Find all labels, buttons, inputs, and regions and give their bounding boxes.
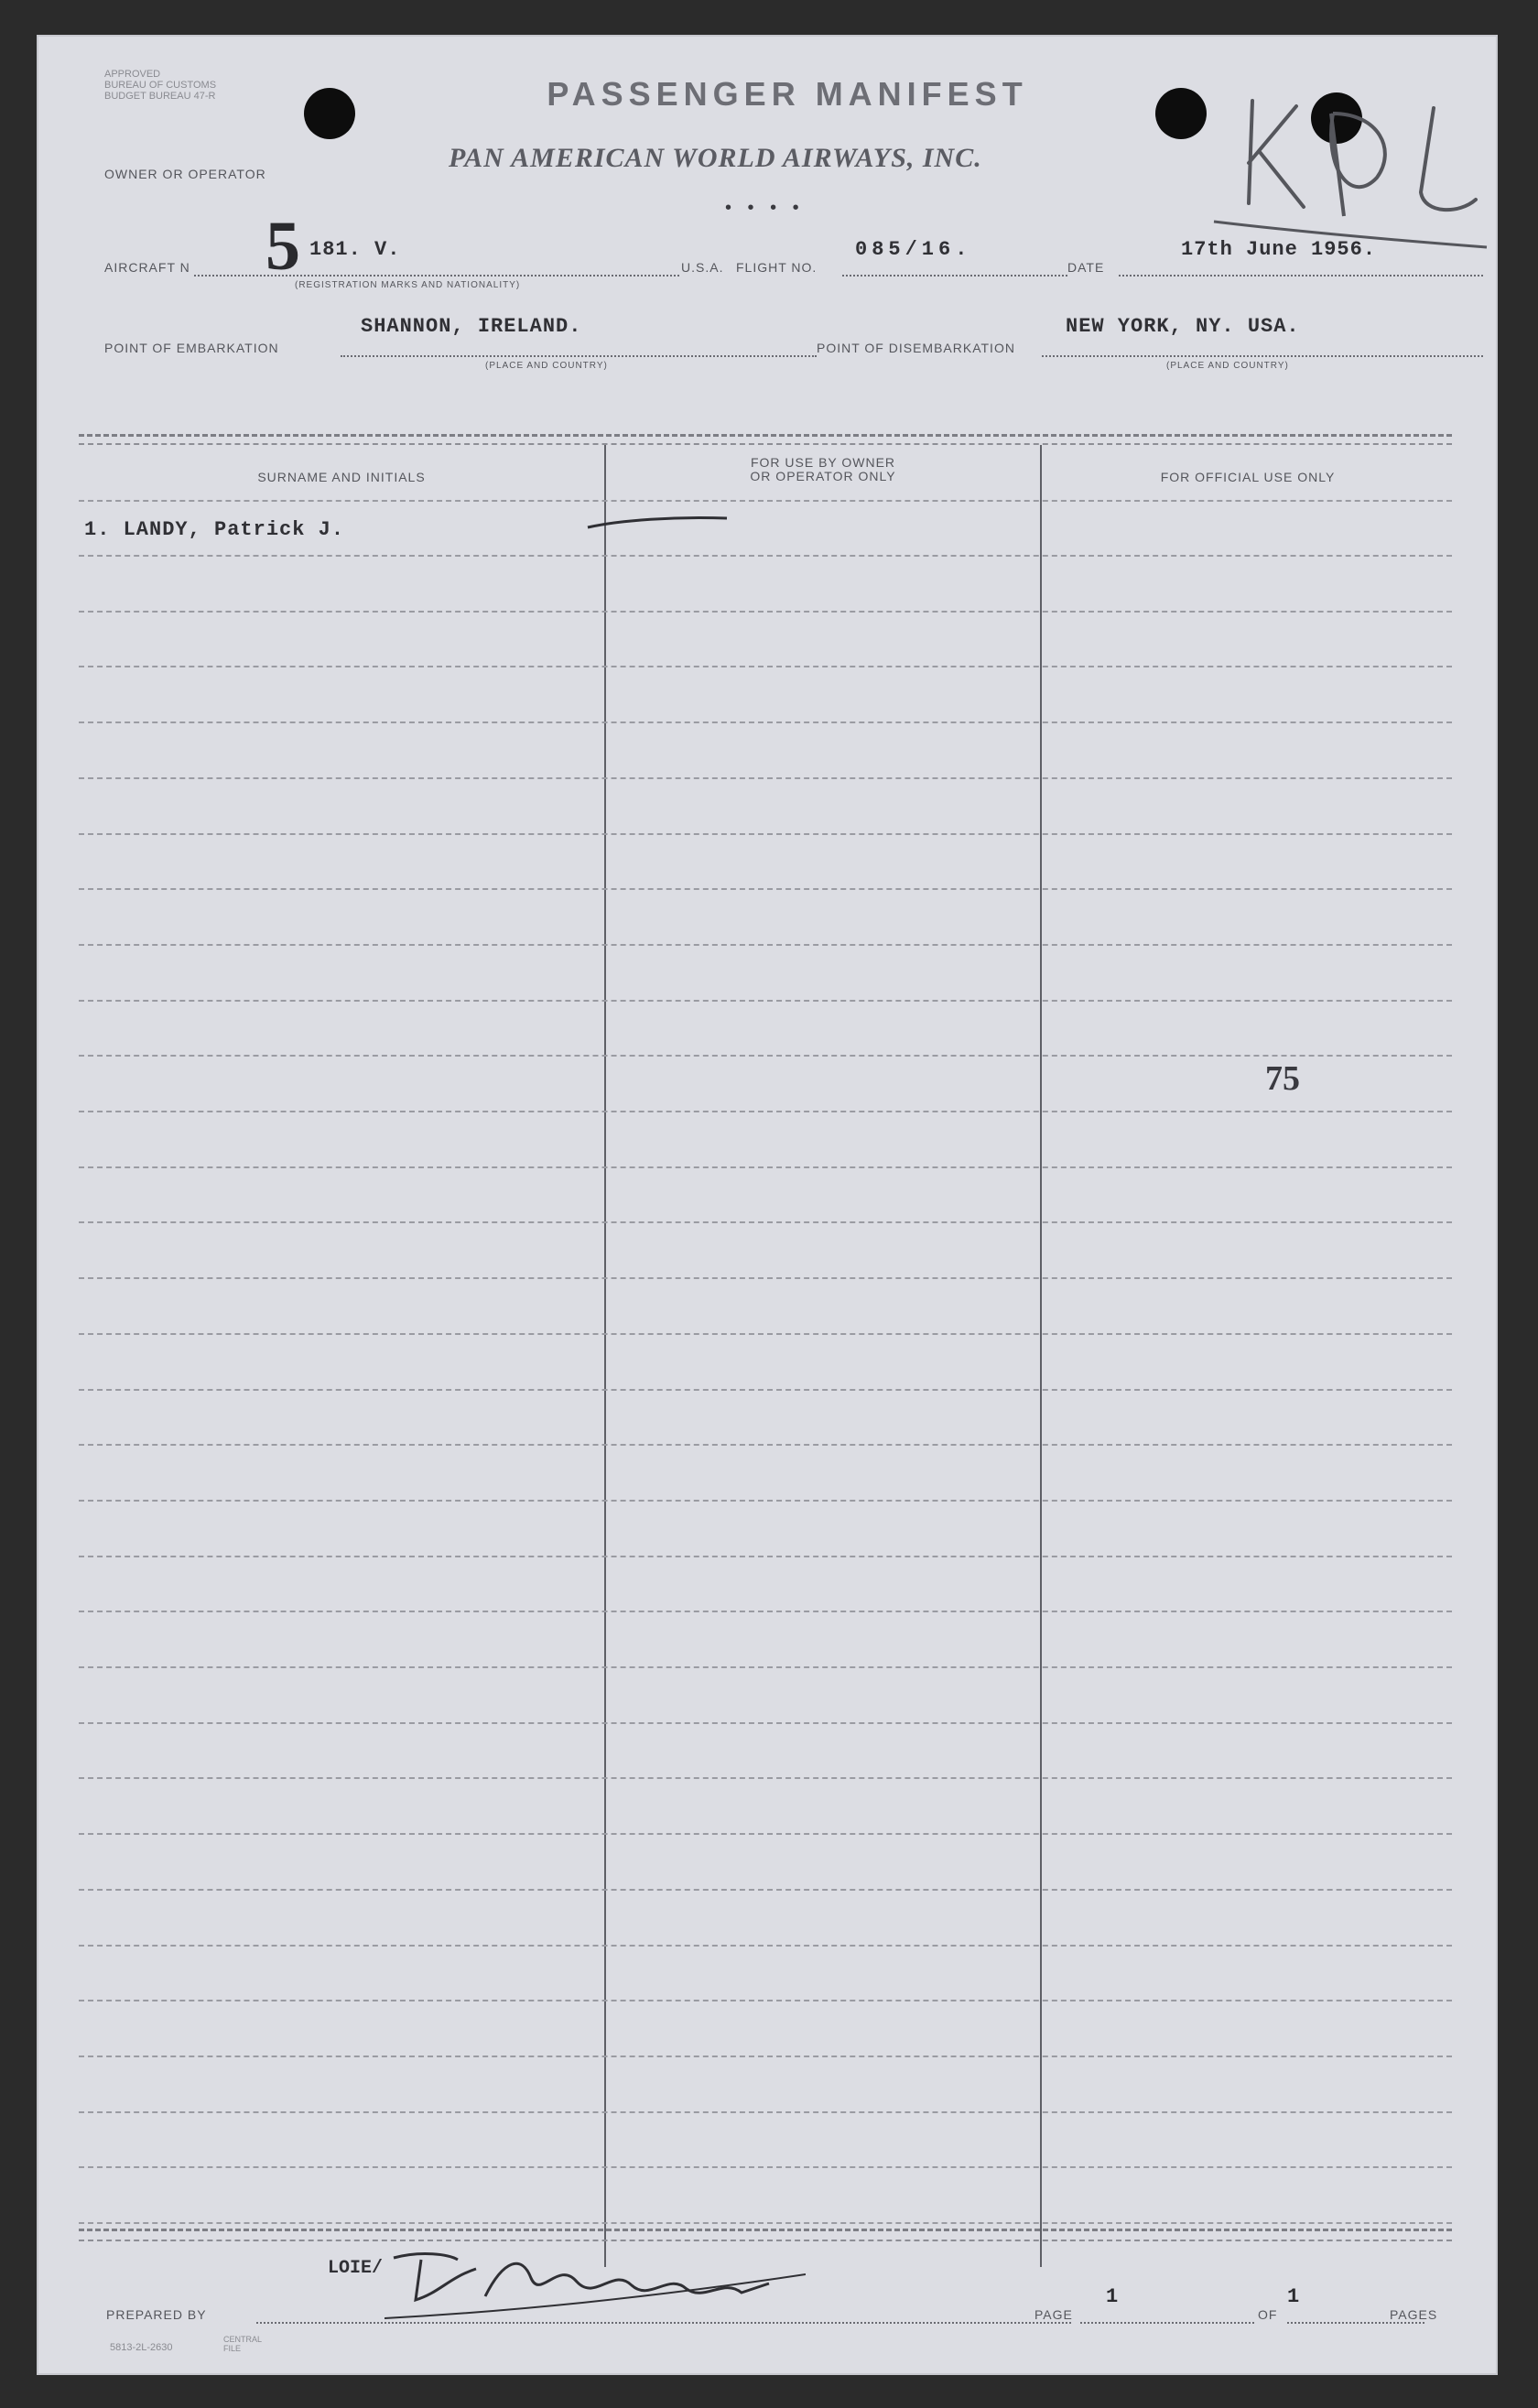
- official-note: 75: [1265, 1059, 1300, 1098]
- column-divider-2: [1040, 445, 1042, 2267]
- country-label: U.S.A.: [681, 260, 724, 275]
- row-rule: [79, 2111, 1452, 2113]
- column-header-owner-use-line2: OR OPERATOR ONLY: [750, 469, 896, 483]
- manifest-page: [37, 35, 1498, 2375]
- row-rule: [79, 2222, 1452, 2224]
- table-top-rule-2: [79, 443, 1452, 445]
- total-pages: 1: [1287, 2285, 1300, 2308]
- flight-underline: [842, 275, 1067, 277]
- aircraft-registration: 181. V.: [309, 238, 401, 261]
- owner-label: OWNER OR OPERATOR: [104, 167, 266, 181]
- central-file-stamp: [223, 2335, 262, 2353]
- column-header-owner-use: [606, 456, 1040, 483]
- row-rule: [79, 611, 1452, 613]
- flight-number: 085/16.: [855, 238, 972, 261]
- central-file-stamp-line2: FILE: [223, 2344, 242, 2353]
- row-rule: [79, 555, 1452, 557]
- row-rule: [79, 777, 1452, 779]
- flight-date: 17th June 1956.: [1181, 238, 1377, 261]
- approval-stamp-line2: BUREAU OF CUSTOMS: [104, 80, 217, 91]
- of-label: OF: [1258, 2307, 1278, 2322]
- date-label: DATE: [1067, 260, 1105, 275]
- row-rule: [79, 944, 1452, 946]
- row-rule: [79, 833, 1452, 835]
- row-rule: [79, 666, 1452, 667]
- row-rule: [79, 1444, 1452, 1446]
- header-bottom-rule: [79, 500, 1452, 502]
- disembarkation-underline: [1042, 355, 1483, 357]
- row-rule: [79, 1889, 1452, 1891]
- row-rule: [79, 721, 1452, 723]
- approval-stamp: [104, 69, 216, 102]
- row-rule: [79, 1277, 1452, 1279]
- row-rule: [79, 1389, 1452, 1391]
- page-underline: [1080, 2322, 1254, 2324]
- embarkation-underline: [341, 355, 817, 357]
- prepared-underline: [256, 2322, 1071, 2324]
- pages-label: PAGES: [1390, 2307, 1438, 2322]
- row-rule: [79, 1333, 1452, 1335]
- form-code: 5813-2L-2630: [110, 2342, 173, 2353]
- handwritten-initials: [1196, 68, 1489, 260]
- disembarkation-sub-label: (PLACE AND COUNTRY): [1166, 361, 1289, 371]
- column-divider-1: [604, 445, 606, 2267]
- row-rule: [79, 2055, 1452, 2057]
- binder-hole-left: [304, 88, 355, 139]
- approval-stamp-line3: BUDGET BUREAU 47-R: [104, 91, 216, 102]
- row-rule: [79, 1500, 1452, 1502]
- column-header-surname: SURNAME AND INITIALS: [257, 470, 426, 484]
- prepared-code: LOIE/: [328, 2258, 384, 2279]
- prepared-by-label: PREPARED BY: [106, 2307, 207, 2322]
- page-number: 1: [1106, 2285, 1119, 2308]
- central-file-stamp-line1: CENTRAL: [223, 2335, 263, 2344]
- pages-underline: [1287, 2322, 1424, 2324]
- row-rule: [79, 2000, 1452, 2001]
- handwritten-tick: [584, 509, 731, 541]
- row-rule: [79, 1611, 1452, 1612]
- decorative-dots: • • • •: [725, 198, 805, 218]
- row-rule: [79, 1166, 1452, 1168]
- disembarkation-label: POINT OF DISEMBARKATION: [817, 341, 1015, 355]
- disembarkation-point: NEW YORK, NY. USA.: [1066, 315, 1300, 338]
- row-rule: [79, 1055, 1452, 1057]
- row-rule: [79, 1221, 1452, 1223]
- date-underline: [1119, 275, 1483, 277]
- aircraft-label: AIRCRAFT N: [104, 260, 190, 275]
- column-header-official-use: FOR OFFICIAL USE ONLY: [1160, 470, 1336, 484]
- embarkation-point: SHANNON, IRELAND.: [361, 315, 582, 338]
- footer-top-rule-1: [79, 2229, 1452, 2231]
- preparer-signature: [384, 2241, 806, 2328]
- row-rule: [79, 1833, 1452, 1835]
- flight-label: FLIGHT NO.: [736, 260, 818, 275]
- aircraft-number-handwritten: 5: [265, 208, 300, 285]
- row-rule: [79, 1777, 1452, 1779]
- row-rule: [79, 1722, 1452, 1724]
- table-top-rule-1: [79, 434, 1452, 437]
- row-rule: [79, 2166, 1452, 2168]
- passenger-entry-1: 1. LANDY, Patrick J.: [84, 518, 345, 541]
- manifest-title: PASSENGER MANIFEST: [547, 75, 1028, 113]
- row-rule: [79, 1945, 1452, 1947]
- row-rule: [79, 1000, 1452, 1002]
- row-rule: [79, 888, 1452, 890]
- row-rule: [79, 1666, 1452, 1668]
- approval-stamp-line1: APPROVED: [104, 69, 161, 80]
- column-header-owner-use-line1: FOR USE BY OWNER: [750, 455, 896, 470]
- row-rule: [79, 1556, 1452, 1557]
- airline-name: PAN AMERICAN WORLD AIRWAYS, INC.: [449, 143, 982, 173]
- registration-sub-label: (REGISTRATION MARKS AND NATIONALITY): [295, 280, 521, 290]
- embarkation-sub-label: (PLACE AND COUNTRY): [485, 361, 608, 371]
- page-label: PAGE: [1034, 2307, 1073, 2322]
- embarkation-label: POINT OF EMBARKATION: [104, 341, 279, 355]
- row-rule: [79, 1111, 1452, 1112]
